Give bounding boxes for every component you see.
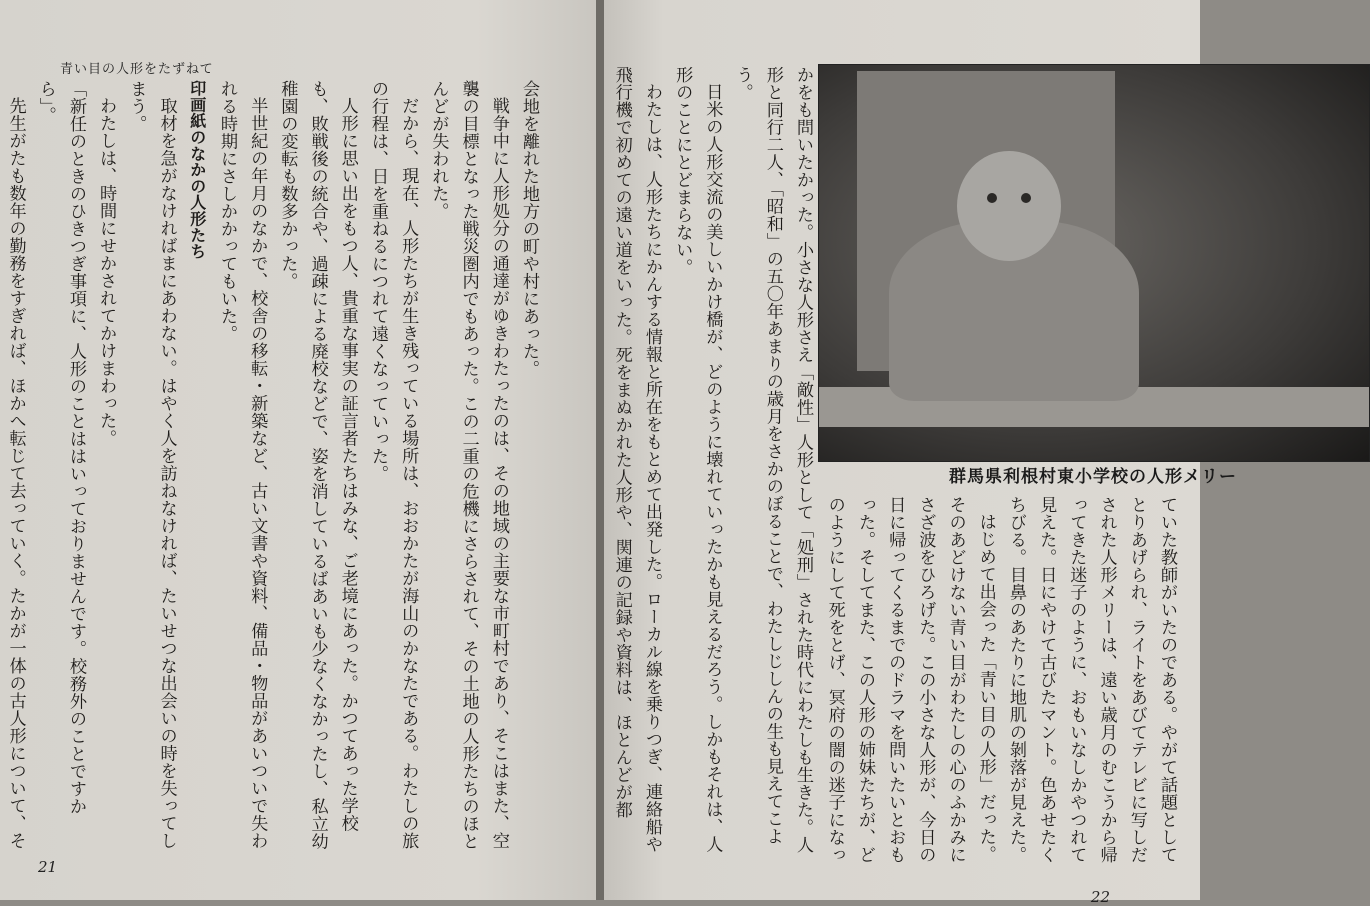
body-paragraph: 取材を急がなければまにあわない。はやく人を訪ねなければ、たいせつな出会いの時を失ってしまう。	[126, 80, 177, 850]
body-paragraph: わたしは、人形たちにかんする情報と所在をもとめて出発した。ローカル線を乗りつぎ、連絡船や飛行機で初めての遠い道をいった。死をまぬかれた人形や、関連の記録や資料は、ほとんどが都	[611, 66, 662, 854]
body-paragraph: 日米の人形交流の美しいかけ橋が、どのように壊れていったかも見えるだろう。しかもそれは、人形のことにとどまらない。	[672, 66, 723, 854]
page-number-right: 22	[1090, 888, 1110, 906]
body-paragraph: 半世紀の年月のなかで、校舎の移転・新築など、古い文書や資料、備品・物品があいついで失われる時期にさしかかってもいた。	[216, 80, 268, 850]
doll-photograph	[818, 64, 1370, 462]
body-paragraph: 先生がたも数年の勤務をすぎれば、ほかへ転じて去っていく。たかが一体の古人形について、そ	[5, 97, 26, 850]
body-paragraph: かをも問いたかった。小さな人形さえ「敵性」人形として「処刑」された時代にわたしも生きた。人形と同行二人、「昭和」の五〇年あまりの歳月をさかのぼることで、わたしじしんの生も見えてこよう。	[732, 66, 813, 854]
left-page	[0, 0, 596, 900]
right-page-body-bottom	[810, 496, 1182, 878]
body-paragraph: 「新任のときのひきつぎ事項に、人形のことははいっておりませんです。校務外のことですから」。	[35, 80, 86, 815]
right-page	[604, 0, 1237, 906]
right-page-body-top	[611, 66, 818, 866]
body-paragraph: 会地を離れた地方の町や村にあった。	[519, 80, 539, 378]
page-number-left: 21	[38, 858, 58, 876]
doll-eye	[1021, 193, 1031, 203]
running-head: 青い目の人形をたずねて	[60, 62, 214, 77]
photo-caption: 群馬県利根村東小学校の人形メリー	[949, 467, 1237, 487]
book-gutter	[596, 0, 604, 900]
body-paragraph: ていた教師がいたのである。やがて話題としてとりあげられ、ライトをあびてテレビに写しだされた人形メリーは、遠い歳月のむこうから帰ってきた迷子のように、おもいなしかやつれて見えた。日にやけて古びたマント。色あせたくちびる。目鼻のあたりに地肌の剝落が見えた。	[1005, 496, 1177, 864]
left-page-body	[5, 80, 544, 850]
section-heading: 印画紙のなかの人形たち	[187, 80, 207, 260]
body-paragraph: わたしは、時間にせかされてかけまわった。	[96, 97, 117, 448]
body-paragraph: だから、現在、人形たちが生き残っている場所は、おおかたが海山のかなたである。わたしの旅の行程は、日を重ねるにつれて遠くなっていった。	[367, 80, 419, 850]
doll-head	[957, 151, 1061, 261]
body-paragraph: 戦争中に人形処分の通達がゆきわたったのは、その地域の主要な市町村であり、そこはまた、空襲の目標となった戦災圏内でもあった。この二重の危機にさらされて、その土地の人形たちのほとんどが失われた。	[428, 80, 509, 850]
doll-eye	[987, 193, 997, 203]
body-paragraph: 人形に思い出をもつ人、貴重な事実の証言者たちはみな、ご老境にあった。かつてあった学校も、敗戦後の統合や、過疎による廃校などで、姿を消しているばあいも少なくなかったし、私立幼稚園の変転も数多かった。	[277, 80, 358, 850]
body-paragraph: はじめて出会った「青い目の人形」だった。そのあどけない青い目がわたしの心のふかみにさざ波をひろげた。この小さな人形が、今日の日に帰ってくるまでのドラマを問いたいとおもった。そしてまた、この人形の姉妹たちが、どのようにして死をとげ、冥府の闇の迷子になっ	[824, 496, 996, 864]
